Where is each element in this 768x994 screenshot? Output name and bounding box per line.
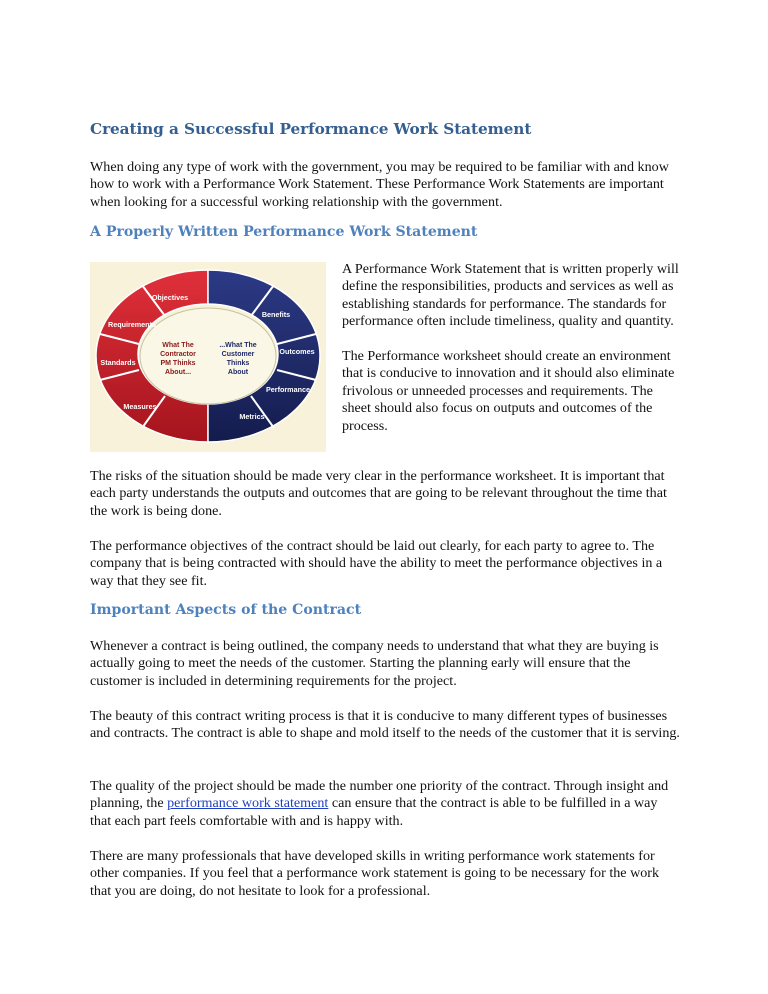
risks-paragraph: The risks of the situation should be made very clear in the performance worksheet. It is important that each party understands the outputs and outcomes that are going to be relevant throughout the time that the work is being done. <box>90 468 667 519</box>
side-paragraph-1: A Performance Work Statement that is written properly will define the responsibilities, products and services as well as establishing standards for performance. The standards for performance often include timeliness, quality and quantity. <box>342 261 679 330</box>
center-left-line-4: About... <box>164 369 192 376</box>
label-performance: Performance <box>266 385 310 394</box>
center-right-line-3: Thinks <box>226 360 250 367</box>
figure-side-text <box>342 261 682 435</box>
side-paragraph-2: The Performance worksheet should create an environment that is conducive to innovation and it should also eliminate frivolous or unneeded processes and requirements. The sheet should also focus on outputs and outcomes of the process. <box>342 348 675 434</box>
pws-link[interactable]: performance work statement <box>167 795 329 812</box>
contract-paragraph-1: Whenever a contract is being outlined, the company needs to understand that what they are buying is actually going to meet the needs of the customer. Starting the planning early will ensure that the customer is included in determining requirements for the project. <box>90 638 659 689</box>
center-right-line-1: ...What The <box>219 342 257 349</box>
label-requirements: Requirements <box>108 320 156 329</box>
center-left-line-3: PM Thinks <box>160 360 196 367</box>
contract-paragraph-4: There are many professionals that have developed skills in writing performance work statements for other companies. If you feel that a performance work statement is going to be necessary for the work that you are doing, do not hesitate to look for a professional. <box>90 848 660 899</box>
contract-paragraph-2: The beauty of this contract writing process is that it is conducive to many different types of businesses and contracts. The contract is able to shape and mold itself to the needs of the customer that it is serving. <box>90 708 680 742</box>
objectives-paragraph: The performance objectives of the contract should be laid out clearly, for each party to agree to. The company that is being contracted with should have the ability to meet the performance objectives in a way that they see fit. <box>90 538 663 589</box>
contract-paragraph-3 <box>90 778 682 830</box>
label-standards: Standards <box>100 358 136 367</box>
center-right-line-4: About <box>227 369 249 376</box>
label-metrics: Metrics <box>239 412 265 421</box>
center-right-line-2: Customer <box>221 351 255 358</box>
center-left-line-1: What The <box>162 342 194 349</box>
p3-text-before: The quality of the project should be made the number one priority of the contract. Through insight and planning, the <box>90 778 669 812</box>
section-heading-pws: A Properly Written Performance Work Statement <box>90 224 478 240</box>
section-heading-aspects: Important Aspects of the Contract <box>90 602 362 618</box>
label-measures: Measures <box>123 402 157 411</box>
label-objectives: Objectives <box>151 293 189 302</box>
label-outcomes: Outcomes <box>279 347 315 356</box>
center-left-line-2: Contractor <box>160 351 196 358</box>
p3-text-after: can ensure that the contract is able to be fulfilled in a way that each part feels comfortable with and is happy with. <box>90 795 658 829</box>
pws-cycle-diagram <box>90 262 326 452</box>
label-benefits: Benefits <box>261 310 291 319</box>
intro-paragraph: When doing any type of work with the government, you may be required to be familiar with and know how to work with a Performance Work Statement. These Performance Work Statements are important when looking for a successful working relationship with the government. <box>90 159 669 210</box>
page-title: Creating a Successful Performance Work Statement <box>90 120 532 138</box>
